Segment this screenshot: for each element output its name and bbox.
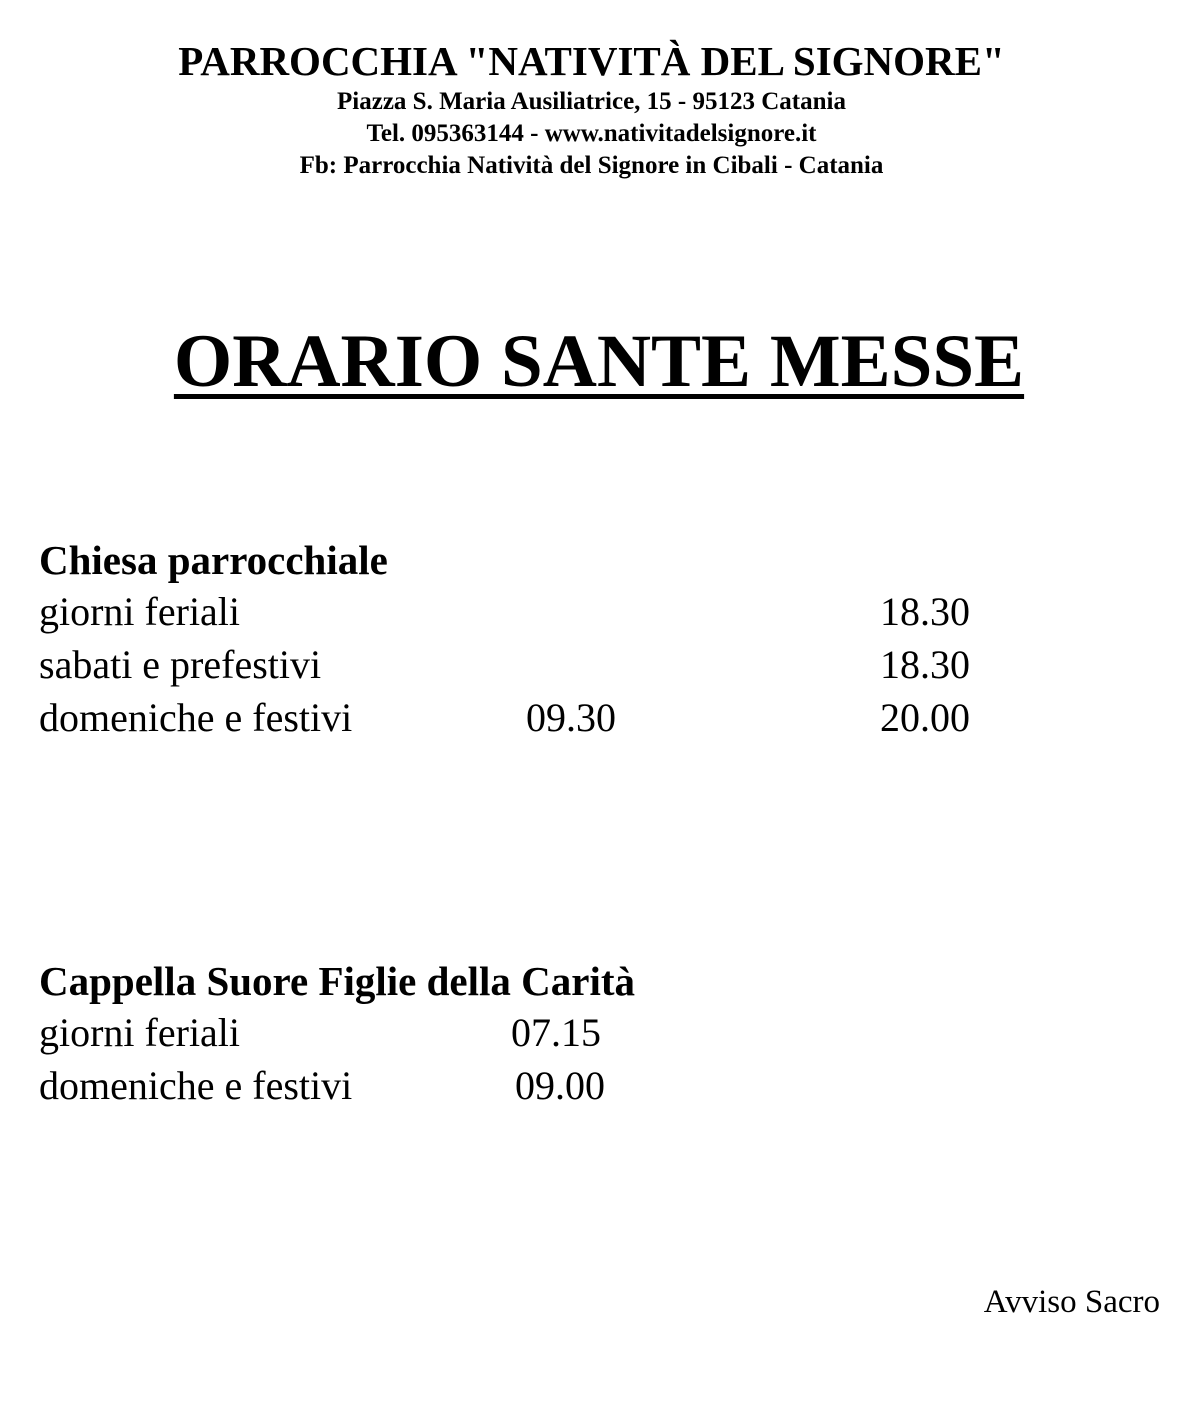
schedule-time-1: 09.00 bbox=[515, 1063, 605, 1108]
schedule-label: sabati e prefestivi bbox=[39, 642, 322, 687]
schedule-label: giorni feriali bbox=[39, 589, 241, 634]
parish-facebook: Fb: Parrocchia Natività del Signore in Cibali - Catania bbox=[299, 152, 884, 179]
section-cappella-suore bbox=[39, 955, 635, 1113]
section-chiesa-parrocchiale bbox=[39, 534, 970, 745]
schedule-row bbox=[39, 586, 970, 639]
schedule-label: domeniche e festivi bbox=[39, 1063, 353, 1108]
section-title: Cappella Suore Figlie della Carità bbox=[39, 958, 636, 1004]
parish-header bbox=[0, 36, 1183, 182]
schedule-label: giorni feriali bbox=[39, 1010, 241, 1055]
schedule-time-2: 18.30 bbox=[880, 589, 970, 634]
parish-address: Piazza S. Maria Ausiliatrice, 15 - 95123 Catania bbox=[337, 88, 846, 115]
schedule-time-1: 09.30 bbox=[526, 695, 616, 740]
schedule-row bbox=[39, 1007, 635, 1060]
schedule-row bbox=[39, 1060, 635, 1113]
schedule-time-1: 07.15 bbox=[511, 1010, 601, 1055]
page-title-text: ORARIO SANTE MESSE bbox=[173, 320, 1025, 403]
schedule-time-2: 20.00 bbox=[880, 695, 970, 740]
schedule-label: domeniche e festivi bbox=[39, 695, 353, 740]
footer-note: Avviso Sacro bbox=[983, 1284, 1160, 1320]
schedule-time-2: 18.30 bbox=[880, 642, 970, 687]
schedule-row bbox=[39, 692, 970, 745]
parish-name: PARROCCHIA "NATIVITÀ DEL SIGNORE" bbox=[178, 38, 1005, 84]
schedule-row bbox=[39, 639, 970, 692]
section-title: Chiesa parrocchiale bbox=[39, 537, 388, 583]
page-title bbox=[0, 320, 1183, 404]
parish-contact: Tel. 095363144 - www.nativitadelsignore.it bbox=[366, 120, 817, 147]
